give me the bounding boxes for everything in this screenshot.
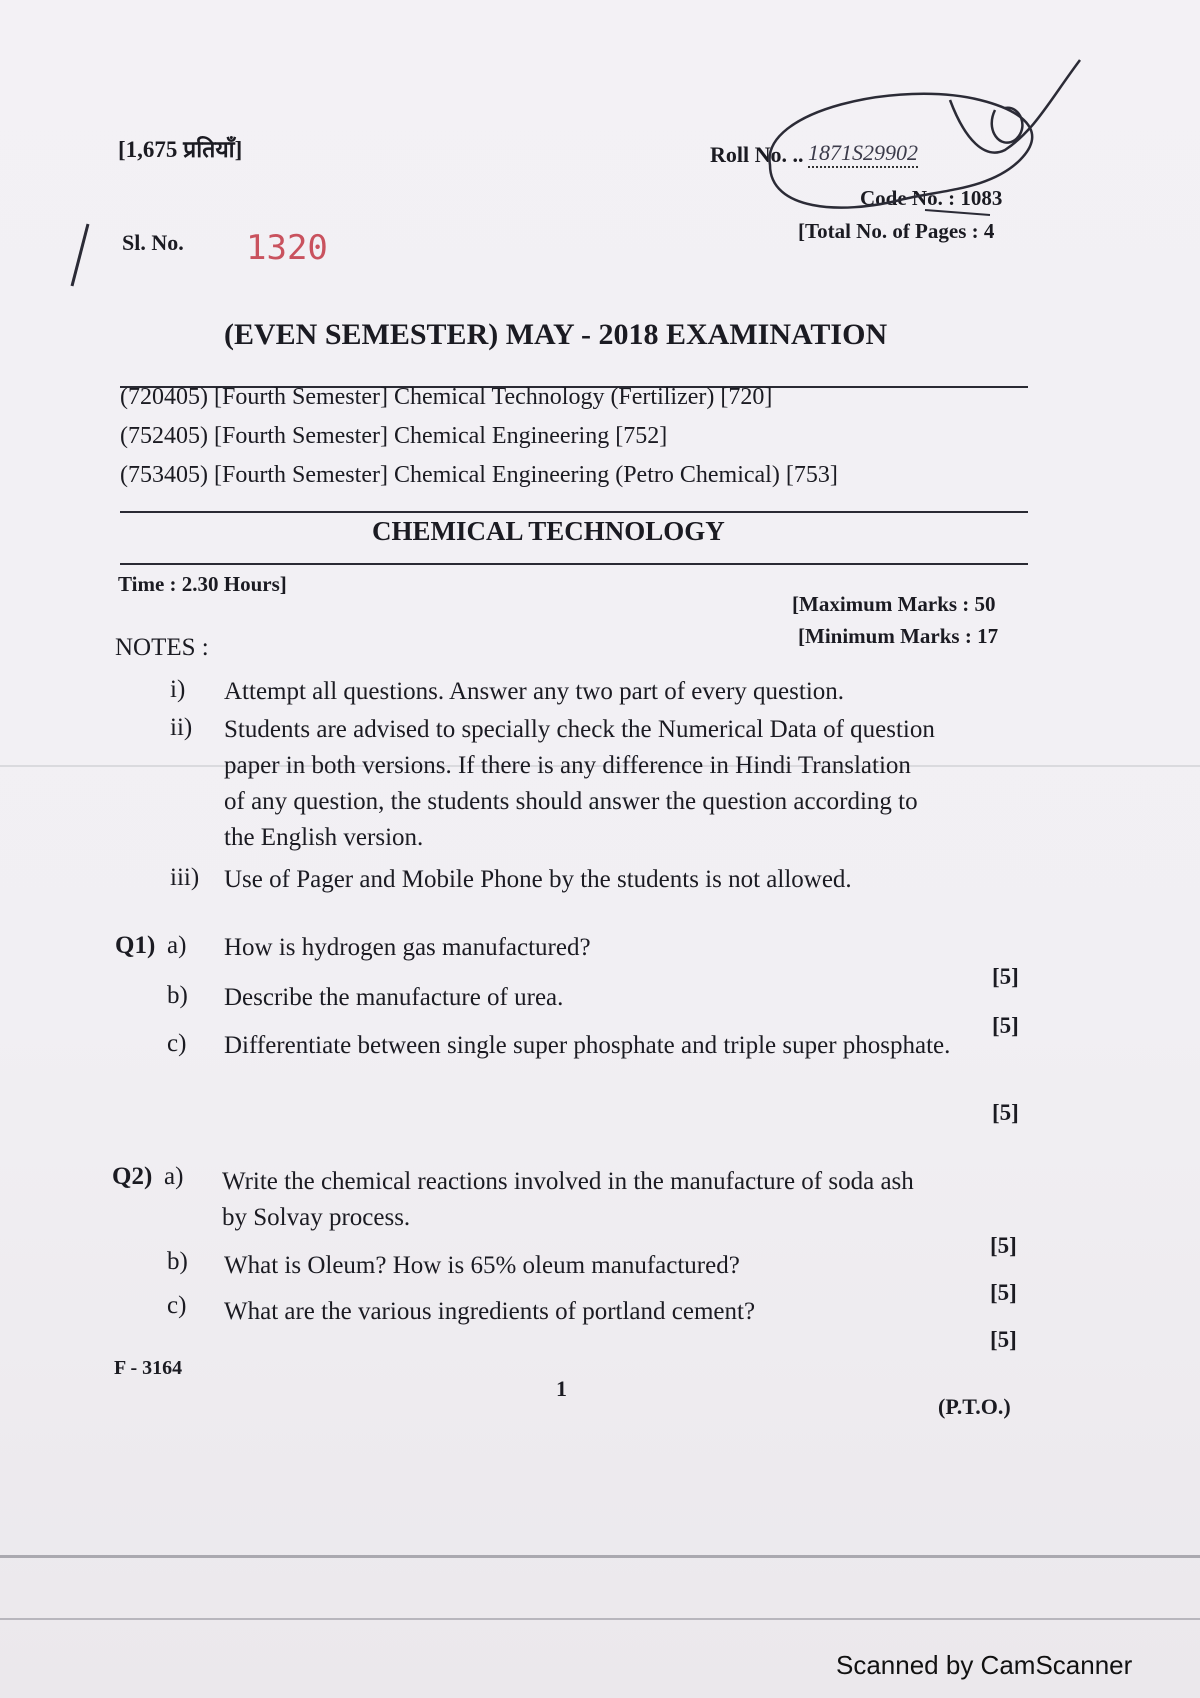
page-edge-line xyxy=(0,1618,1200,1620)
question-text: What are the various ingredients of portland cement? xyxy=(224,1298,756,1325)
total-pages: [Total No. of Pages : 4 xyxy=(798,219,995,243)
page-edge-line xyxy=(0,1555,1200,1558)
question-text: Write the chemical reactions involved in the manufacture of soda ash xyxy=(222,1168,914,1195)
note-text: Attempt all questions. Answer any two part of every question. xyxy=(224,678,845,705)
course-line: (753405) [Fourth Semester] Chemical Engineering (Petro Chemical) [753] xyxy=(120,462,838,488)
question-text: Differentiate between single super phosphate and triple super phosphate. xyxy=(224,1032,951,1059)
serial-number-value: 1320 xyxy=(246,228,328,268)
note-number: iii) xyxy=(170,864,200,891)
question-part-label: c) xyxy=(167,1292,187,1319)
marks-label: [5] xyxy=(992,1100,1019,1125)
marks-label: [5] xyxy=(992,1013,1019,1038)
question-label: Q1) xyxy=(115,932,156,959)
serial-number-label: Sl. No. xyxy=(122,230,184,255)
paper-code: F - 3164 xyxy=(114,1357,183,1379)
question-part-label: a) xyxy=(164,1163,184,1190)
exam-time: Time : 2.30 Hours] xyxy=(118,572,287,596)
question-label: Q2) xyxy=(112,1163,153,1190)
note-text: Students are advised to specially check the Numerical Data of question xyxy=(224,716,935,743)
code-number: Code No. : 1083 xyxy=(860,186,1003,210)
note-number: ii) xyxy=(170,714,193,741)
exam-title: (EVEN SEMESTER) MAY - 2018 EXAMINATION xyxy=(224,318,888,351)
course-line: (720405) [Fourth Semester] Chemical Technology (Fertilizer) [720] xyxy=(120,384,773,410)
question-part-label: a) xyxy=(167,932,187,959)
minimum-marks: [Minimum Marks : 17 xyxy=(798,624,999,648)
marks-label: [5] xyxy=(990,1233,1017,1258)
please-turn-over: (P.T.O.) xyxy=(938,1394,1011,1419)
maximum-marks: [Maximum Marks : 50 xyxy=(792,592,996,616)
course-line: (752405) [Fourth Semester] Chemical Engineering [752] xyxy=(120,423,668,449)
note-text: paper in both versions. If there is any difference in Hindi Translation xyxy=(224,752,911,779)
notes-heading: NOTES : xyxy=(115,634,209,661)
copies-count: [1,675 प्रतियाँ] xyxy=(118,137,243,162)
question-part-label: b) xyxy=(167,982,188,1009)
scanner-watermark: Scanned by CamScanner xyxy=(836,1650,1133,1680)
marks-label: [5] xyxy=(990,1327,1017,1352)
question-text: Describe the manufacture of urea. xyxy=(224,984,564,1011)
marks-label: [5] xyxy=(990,1280,1017,1305)
note-text: Use of Pager and Mobile Phone by the students is not allowed. xyxy=(224,866,852,893)
note-text: of any question, the students should answer the question according to xyxy=(224,788,918,815)
question-part-label: b) xyxy=(167,1248,188,1275)
subject-title: CHEMICAL TECHNOLOGY xyxy=(372,516,725,546)
question-text: What is Oleum? How is 65% oleum manufactured? xyxy=(224,1252,740,1279)
marks-label: [5] xyxy=(992,964,1019,989)
roll-number-label: Roll No. .. xyxy=(710,142,804,167)
question-part-label: c) xyxy=(167,1030,187,1057)
roll-number-value: 1871S29902 xyxy=(808,140,918,168)
question-text: by Solvay process. xyxy=(222,1204,411,1231)
pen-stroke-mark xyxy=(60,220,100,290)
page-number: 1 xyxy=(556,1376,567,1401)
divider-line xyxy=(120,563,1028,565)
divider-line xyxy=(120,511,1028,513)
note-text: the English version. xyxy=(224,824,424,851)
note-number: i) xyxy=(170,676,186,703)
question-text: How is hydrogen gas manufactured? xyxy=(224,934,591,961)
